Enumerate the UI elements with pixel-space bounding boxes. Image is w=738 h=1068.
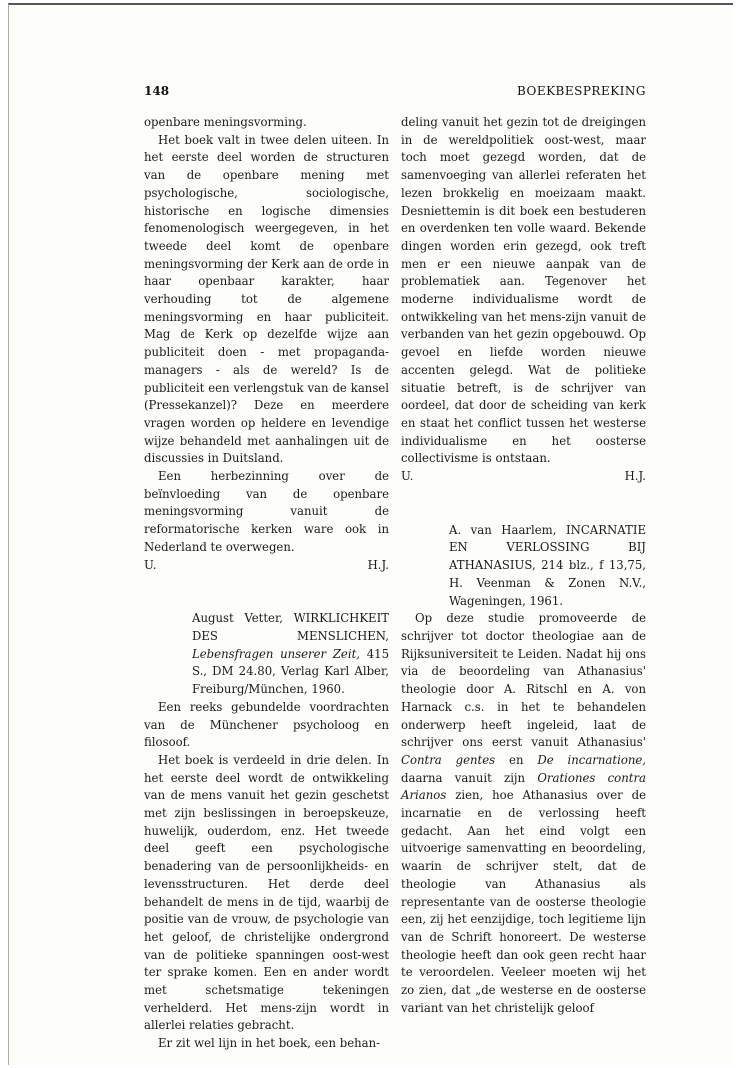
paragraph: Er zit wel lijn in het boek, een behan- [158, 1036, 381, 1051]
signature-right: H.J. [367, 557, 389, 572]
page-number: 148 [144, 84, 170, 98]
review-details: 214 blz., f 13,75, H. Veenman & Zonen N.V., Wageningen, 1961. [449, 558, 647, 608]
review-subtitle: Lebensfragen unserer Zeit, [192, 646, 361, 661]
right-column [401, 114, 646, 1017]
paragraph-continuation: openbare meningsvorming. [144, 115, 307, 129]
review-title: INCARNATIE EN VERLOSSING BIJ ATHANASIUS, [449, 522, 646, 573]
review-author: August Vetter, [192, 611, 283, 626]
paragraph-continuation: deling vanuit het gezin tot de dreigingen in de wereldpolitiek oost-west, maar toch moet gezegd worden, dat de samenvoeging van allerlei referaten het lezen brokkelig en moeizaam maakt. Desniettemin is dit boek een bestuderen en overdenken ten volle waard. Bekende dingen worden erin gezegd, ook treft men er een nieuwe aanpak van de problematiek aan. Tegenover het moderne individualisme wordt de ontwikkeling van het mens-zijn vanuit de verbanden van het gezin opgebouwd. Op gevoel en liefde worden nieuwe accenten gelegd. Wat de politieke situatie betreft, is de schrijver van oordeel, dat door de scheiding van kerk en staat het conflict tussen het westerse individualisme en het oosterse collectivisme is ontstaan. [401, 115, 646, 466]
reviewer-signature [401, 468, 646, 486]
paragraph: Een herbezinning over de beïnvloeding van de openbare meningsvorming vanuit de reformatorische kerken ware ook in Nederland te overwegen. [144, 469, 389, 554]
review-author: A. van Haarlem, [449, 522, 557, 537]
review-heading [401, 522, 646, 611]
left-column [144, 114, 389, 1053]
paragraph: Op deze studie promoveerde de schrijver tot doctor theologiae aan de Rijksuniversiteit te Leiden. Nadat hij ons via de beoordeling van Athanasius' theologie door A. Ritschl en A. von Harnack c.s. in het te behandelen onderwerp heeft ingeleid, laat de schrijver ons eerst vanuit Athanasius' Contra gentes en De incarnatione, daarna vanuit zijn Orationes contra Arianos zien, hoe Athanasius over de incarnatie en de verlossing heeft gedacht. Aan het eind volgt een uitvoerige samenvatting en beoordeling, waarin de schrijver stelt, dat de theologie van Athanasius als representante van de oosterse theologie een, zij het eenzijdige, toch legitieme lijn van de Schrift honoreert. De westerse theologie heeft dan ook geen recht haar te veroordelen. Veeleer moeten wij het zo zien, dat „de westerse en de oosterse variant van het christelijk geloof [401, 611, 647, 1015]
review-details: 415 S., DM 24.80, Verlag Karl Alber, Freiburg/München, 1960. [192, 646, 390, 697]
paragraph: Het boek is verdeeld in drie delen. In het eerste deel wordt de ontwikkeling van de mens vanuit het gezin geschetst met zijn beslissingen in beroepskeuze, huwelijk, ouderdom, enz. Het tweede deel geeft een psychologische benadering van de persoonlijkheids- en levensstructuren. Het derde deel behandelt de mens in de tijd, waarbij de positie van de vrouw, de psychologie van het geloof, de christelijke ondergrond van de politieke spanningen oost-west ter sprake komen. Een en ander wordt met schetsmatige tekeningen verhelderd. Het mens-zijn wordt in allerlei relaties gebracht. [144, 752, 389, 1033]
review-title: WIRKLICHKEIT DES MENSLICHEN, [192, 611, 390, 643]
italic-title: De incarnatione, [537, 752, 647, 767]
paragraph: Een reeks gebundelde voordrachten van de Münchener psycholoog en filosoof. [144, 699, 389, 750]
italic-title: Orationes contra Arianos [401, 770, 646, 803]
signature-right: H.J. [624, 469, 646, 484]
paragraph: Het boek valt in twee delen uiteen. In het eerste deel worden de structuren van de openbare mening met psychologische, sociologische, historische en logische dimensies fenomenologisch weergegeven, in het tweede deel komt de openbare meningsvorming der Kerk aan de orde in haar openbaar karakter, haar verhouding tot de algemene meningsvorming en haar publiciteit. Mag de Kerk op dezelfde wijze aan publiciteit doen - met propaganda-managers - als de wereld? Is de publiciteit een verlengstuk van de kansel (Pressekanzel)? Deze en meerdere vragen worden op heldere en levendige wijze behandeld met aanhalingen uit de discussies in Duitsland. [144, 132, 389, 466]
italic-title: Contra gentes [401, 752, 496, 767]
signature-left: U. [401, 469, 414, 484]
running-title: BOEKBESPREKING [516, 84, 646, 98]
signature-left: U. [144, 557, 157, 572]
reviewer-signature [144, 557, 389, 575]
page-header [144, 84, 646, 100]
review-heading [144, 610, 389, 699]
